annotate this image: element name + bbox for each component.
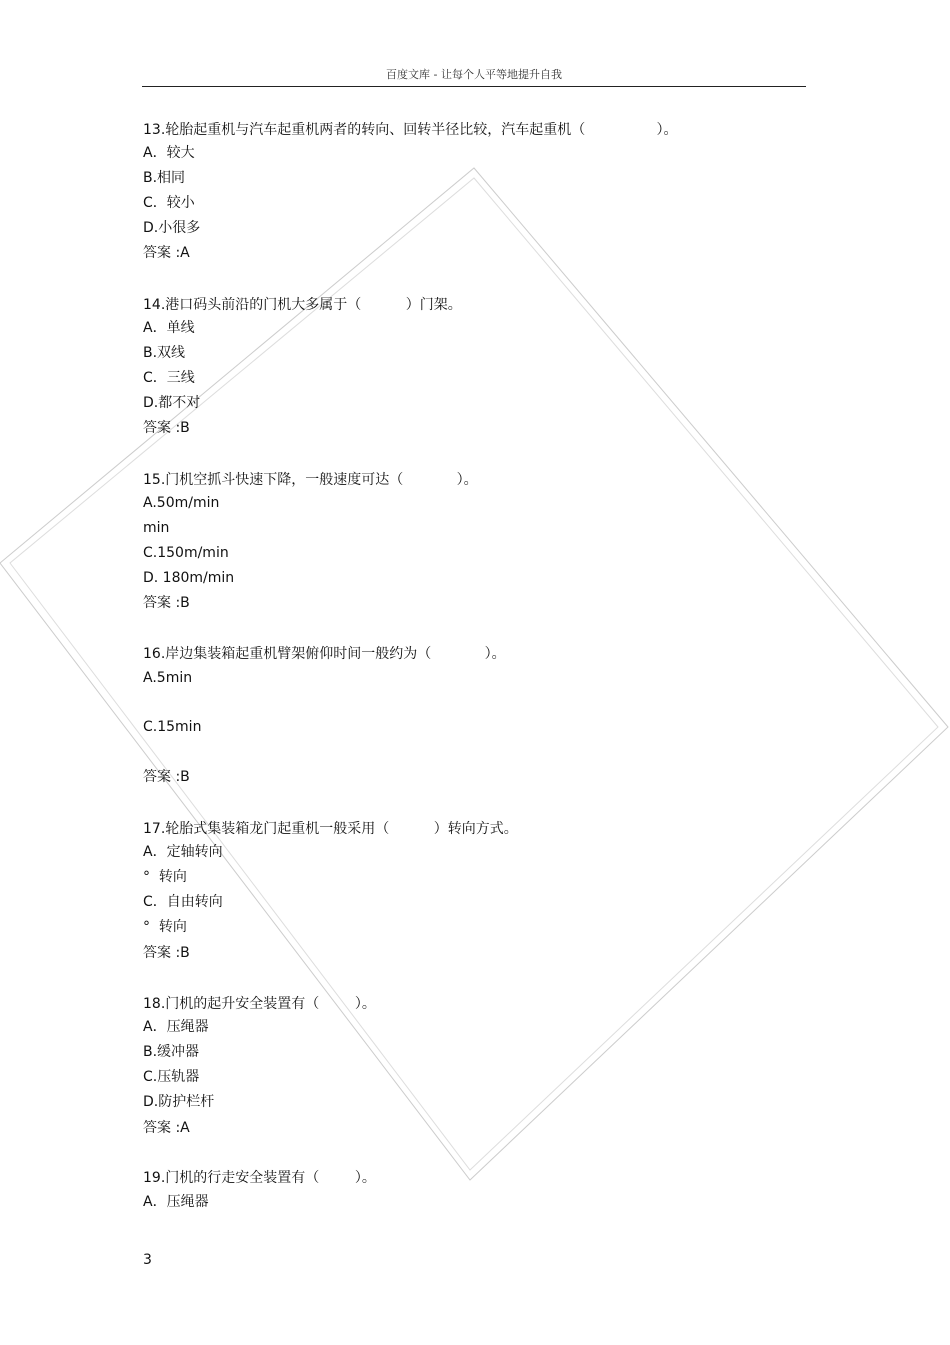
page-header: 百度文库 - 让每个人平等地提升自我: [386, 68, 562, 81]
page-number: 3: [143, 1252, 152, 1268]
question-16-option-a: A.5min: [143, 670, 193, 686]
question-13-option-b: B.相同: [143, 170, 186, 186]
question-15-option-c: C.150m/min: [143, 545, 229, 561]
question-15-option-b: min: [143, 520, 170, 536]
question-19-stem: 19.门机的行走安全装置有（ ）。: [143, 1170, 376, 1186]
question-17-option-a: A．定轴转向: [143, 844, 223, 860]
question-15-option-a: A.50m/min: [143, 495, 220, 511]
question-13-option-c: C．较小: [143, 195, 195, 211]
question-18-answer: 答案 :A: [143, 1120, 190, 1136]
question-14-option-c: C．三线: [143, 370, 195, 386]
question-16-option-c: C.15min: [143, 719, 202, 735]
question-15-answer: 答案 :B: [143, 595, 190, 611]
question-15-stem: 15.门机空抓斗快速下降，一般速度可达（ ）。: [143, 472, 478, 488]
question-18-option-a: A．压绳器: [143, 1019, 209, 1035]
question-17-stem: 17.轮胎式集装箱龙门起重机一般采用（ ）转向方式。: [143, 821, 518, 837]
header-divider: [142, 86, 806, 87]
question-14-option-b: B.双线: [143, 345, 186, 361]
question-13-stem: 13.轮胎起重机与汽车起重机两者的转向、回转半径比较，汽车起重机（ ）。: [143, 122, 678, 138]
question-17-option-d: ° 转向: [143, 919, 187, 935]
question-18-option-c: C.压轨器: [143, 1069, 200, 1085]
question-17-option-b: ° 转向: [143, 869, 187, 885]
question-17-answer: 答案 :B: [143, 945, 190, 961]
question-14-option-a: A．单线: [143, 320, 195, 336]
question-15-option-d: D. 180m/min: [143, 570, 235, 586]
question-18-stem: 18.门机的起升安全装置有（ ）。: [143, 996, 376, 1012]
question-18-option-d: D.防护栏杆: [143, 1094, 215, 1110]
question-16-answer: 答案 :B: [143, 769, 190, 785]
question-18-option-b: B.缓冲器: [143, 1044, 200, 1060]
question-17-option-c: C．自由转向: [143, 894, 223, 910]
question-16-stem: 16.岸边集装箱起重机臂架俯仰时间一般约为（ ）。: [143, 646, 506, 662]
question-14-option-d: D.都不对: [143, 395, 201, 411]
question-14-stem: 14.港口码头前沿的门机大多属于（ ）门架。: [143, 297, 462, 313]
question-19-option-a: A．压绳器: [143, 1194, 209, 1210]
question-13-option-a: A．较大: [143, 145, 195, 161]
question-13-answer: 答案 :A: [143, 245, 190, 261]
question-14-answer: 答案 :B: [143, 420, 190, 436]
question-13-option-d: D.小很多: [143, 220, 201, 236]
